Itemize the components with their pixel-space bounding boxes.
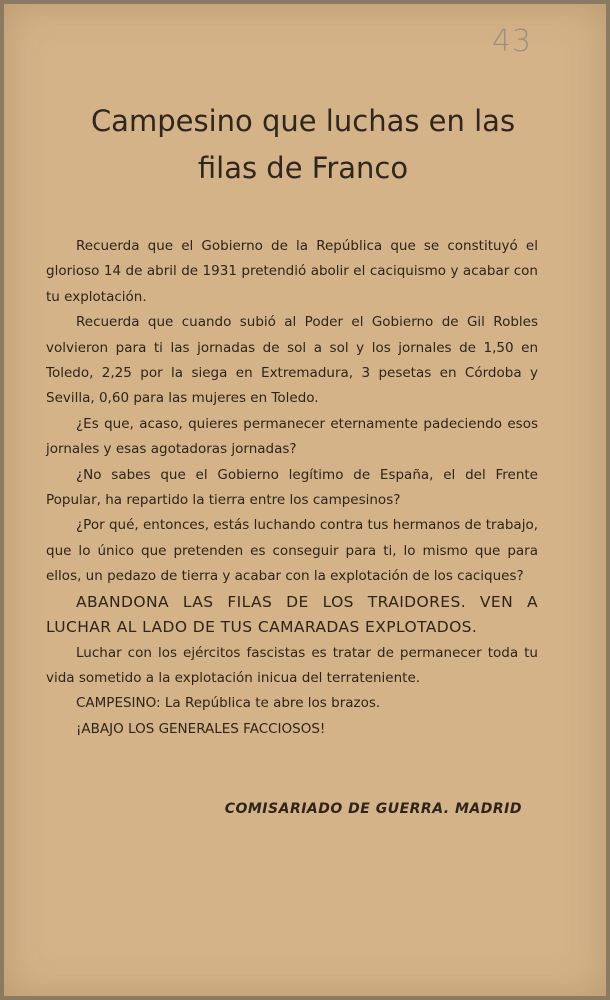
document-body bbox=[46, 234, 538, 742]
paragraph-abandona: ABANDONA LAS FILAS DE LOS TRAIDORES. VEN A LUCHAR AL LADO DE TUS CAMARADAS EXPLOTADOS. bbox=[46, 592, 538, 637]
paragraph-ejercitos-fascistas: Luchar con los ejércitos fascistas es tratar de permanecer toda tu vida sometido a la explotación inicua del terrateniente. bbox=[46, 644, 538, 686]
document-title bbox=[34, 98, 572, 192]
signature: COMISARIADO DE GUERRA. MADRID bbox=[224, 801, 522, 817]
archive-number: 43 bbox=[491, 24, 532, 59]
paragraph-campesino: CAMPESINO: La República te abre los brazos. bbox=[76, 695, 381, 712]
paragraph-question-frente-popular: ¿No sabes que el Gobierno legítimo de España, el del Frente Popular, ha repartido la tierra entre los campesinos? bbox=[46, 466, 538, 509]
paragraph-gil-robles: Recuerda que cuando subió al Poder el Gobierno de Gil Robles volvieron para ti las jornadas de sol a sol y los jornales de 1,50 en Toledo, 2,25 por la siega en Extremadura, 3 pesetas en Córdoba y Sevilla, 0,60 para las mujeres en Toledo. bbox=[46, 314, 538, 407]
document-page bbox=[4, 4, 606, 996]
paragraph-question-hermanos: ¿Por qué, entonces, estás luchando contra tus hermanos de trabajo, que lo único que pretenden es conseguir para ti, lo mismo que para ellos, un pedazo de tierra y acabar con la explotación de los caciques? bbox=[46, 517, 538, 585]
title-line: filas de Franco bbox=[197, 151, 409, 185]
paragraph-abajo-generales: ¡ABAJO LOS GENERALES FACCIOSOS! bbox=[76, 720, 326, 737]
paragraph-question-jornales: ¿Es que, acaso, quieres permanecer eternamente padeciendo esos jornales y esas agotadoras jornadas? bbox=[46, 415, 538, 458]
title-line: Campesino que luchas en las bbox=[90, 104, 516, 138]
paragraph-gobierno-republica: Recuerda que el Gobierno de la República que se constituyó el glorioso 14 de abril de 1931 pretendió abolir el caciquismo y acabar con tu explotación. bbox=[46, 238, 538, 305]
